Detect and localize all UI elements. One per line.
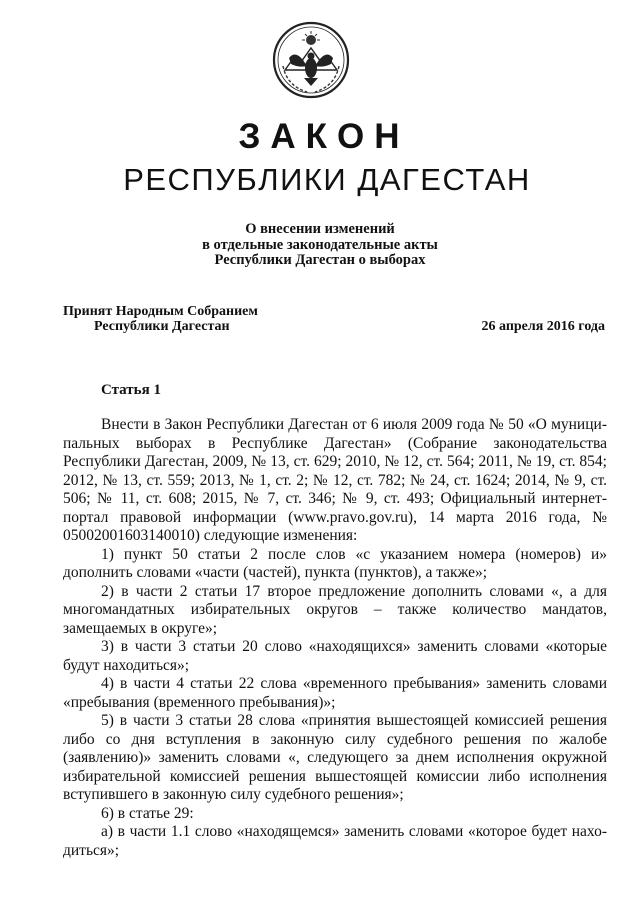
article-body xyxy=(63,416,607,860)
document-name-line: Республики Дагестан о выборах xyxy=(214,252,426,268)
document-name-line: О внесении изменений xyxy=(245,221,395,237)
document-name xyxy=(0,222,640,269)
adopted-by-line: Республики Дагестан xyxy=(94,319,230,334)
article-paragraph: 6) в статье 29: xyxy=(101,804,194,822)
document-name-line: в отдельные законодательные акты xyxy=(202,236,438,253)
article-paragraph: 4) в части 4 статьи 22 слова «временного пребывания» заменить словами «пребывания (временного пребывания)»; xyxy=(63,675,607,711)
adoption-date: 26 апреля 2016 года xyxy=(481,319,605,334)
law-subtitle: РЕСПУБЛИКИ ДАГЕСТАН xyxy=(123,162,531,197)
adopted-by-line: Принят Народным Собранием xyxy=(63,304,258,319)
article-paragraph: Внести в Закон Республики Дагестан от 6 июля 2009 года № 50 «О муниципальных выборах в Республике Дагестан» (Собрание законодательства Республики Дагестан, 2009, № 13, ст. 629; 2010, № 12, ст. 564; 2011, № 19, ст. 854; 2012, № 13, ст. 559; 2013, № 1, ст. 2; № 12, ст. 782; № 24, ст. 1624; 2014, № 9, ст. 506; № 11, ст. 608; 2015, № 7, ст. 346; № 9, ст. 493; Официальный интернет-портал правовой информации (www.pravo.gov.ru), 14 марта 2016 года, № 05002001603140010) следующие изменения: xyxy=(63,416,607,544)
article-paragraph: а) в части 1.1 слово «находящемся» заменить словами «которое будет находиться»; xyxy=(63,823,607,859)
article-heading: Статья 1 xyxy=(101,382,161,398)
article-paragraph: 2) в части 2 статьи 17 второе предложение дополнить словами «, а для многомандатных избирательных округов – также количество мандатов, замещаемых в округе»; xyxy=(63,582,607,637)
article-paragraph: 1) пункт 50 статьи 2 после слов «с указанием номера (номеров) и» дополнить словами «части (частей), пункта (пунктов), а также»; xyxy=(63,545,607,581)
adopted-by xyxy=(63,304,258,334)
article-paragraph: 5) в части 3 статьи 28 слова «принятия вышестоящей комиссией решения либо со дня вступления в законную силу судебного решения по жалобе (заявлению)» заменить словами «, следующего за днем исполнения окружной избирательной комиссией решения вышестоящей комиссии либо исполнения вступившего в законную силу судебного решения»; xyxy=(63,712,607,803)
article-paragraph: 3) в части 3 статьи 20 слово «находящихся» заменить словами «которые будут находиться»; xyxy=(63,638,607,674)
law-title: ЗАКОН xyxy=(238,117,410,156)
dagestan-coat-of-arms-icon xyxy=(271,20,351,100)
